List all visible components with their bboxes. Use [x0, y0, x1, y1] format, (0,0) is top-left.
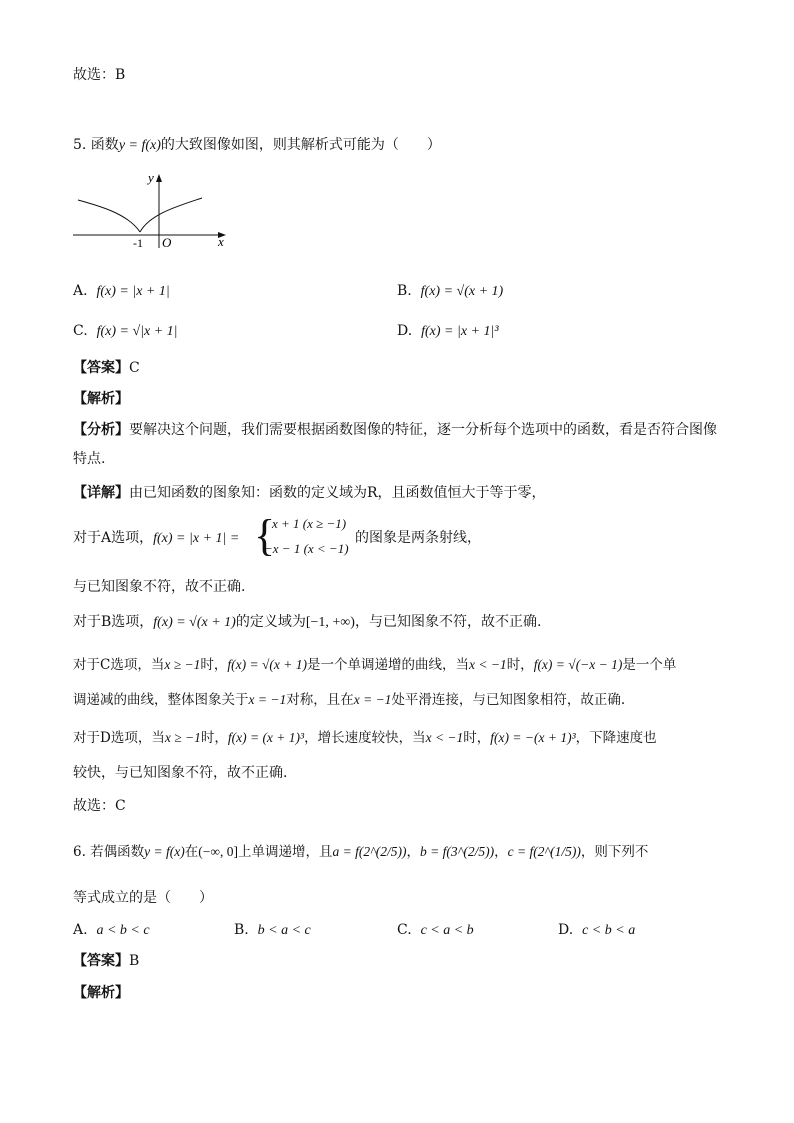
q6-analysis-heading: 【解析】 [73, 985, 129, 1001]
q5-option-c[interactable]: C. f(x) = √|x + 1| [73, 323, 178, 339]
q6-answer-line: 【答案】B [73, 953, 140, 969]
q5-option-b[interactable]: B. f(x) = √(x + 1) [397, 283, 504, 299]
q5-graph [70, 168, 230, 250]
q5-answer: C [129, 360, 140, 376]
q5-c-analysis-1: 对于C选项，当x ≥ −1时，f(x) = √(x + 1)是一个单调递增的曲线，当x < −1时，f(x) = √(−x − 1)是一个单 [73, 657, 677, 673]
q5-a-suffix: 的图象是两条射线， [355, 530, 481, 546]
q5-stem-formula: y = f(x) [118, 138, 161, 153]
q6-option-c[interactable]: C. c < a < b [397, 922, 474, 938]
q5-a-conclusion: 与已知图象不符，故不正确. [73, 579, 246, 595]
q6-stem-line-2: 等式成立的是（ ） [73, 890, 213, 906]
y-axis-arrow [156, 174, 162, 182]
q6-option-d[interactable]: D. c < b < a [558, 922, 636, 938]
q5-d-analysis-2: 较快，与已知图象不符，故不正确. [73, 765, 288, 781]
q5-d-analysis-1: 对于D选项，当x ≥ −1时，f(x) = (x + 1)³，增长速度较快，当x < −1时，f(x) = −(x + 1)³，下降速度也 [73, 730, 657, 746]
prev-answer-line: 故选：B [73, 67, 126, 83]
q5-analysis-heading: 【解析】 [73, 391, 129, 407]
origin-label: O [162, 235, 172, 250]
q5-fenxi-line-1: 【分析】要解决这个问题，我们需要根据函数图像的特征，逐一分析每个选项中的函数，看是否符合图像 [73, 422, 717, 438]
q5-stem: 5. 函数y = f(x)的大致图像如图，则其解析式可能为（ ） [73, 137, 441, 153]
q6-option-b[interactable]: B. b < a < c [234, 922, 311, 938]
tick-label-minus-one: -1 [133, 236, 143, 250]
y-axis-label: y [148, 170, 154, 185]
q5-b-analysis: 对于B选项，f(x) = √(x + 1)的定义域为[−1, +∞)，与已知图象不符，故不正确. [73, 614, 542, 630]
piecewise-case-2: −x − 1 (x < −1) [264, 541, 349, 556]
piecewise-case-1: x + 1 (x ≥ −1) [272, 516, 347, 531]
q6-stem-line-1: 6. 若偶函数y = f(x)在(−∞, 0]上单调递增，且a = f(2^(2/5))，b = f(3^(2/5))，c = f(2^(1/5))，则下列不 [73, 844, 649, 860]
q5-option-a[interactable]: A. f(x) = |x + 1| [73, 283, 170, 299]
q5-c-analysis-2: 调递减的曲线，整体图象关于x = −1对称，且在x = −1处平滑连接，与已知图象相符，故正确. [73, 692, 626, 708]
q5-a-analysis: 对于A选项，f(x) = |x + 1| = [73, 530, 240, 546]
q5-option-d[interactable]: D. f(x) = |x + 1|³ [397, 323, 499, 339]
function-curve [78, 198, 202, 232]
q6-option-a[interactable]: A. a < b < c [73, 922, 150, 938]
piecewise-brace: { [254, 511, 276, 560]
q5-detail-line-1: 【详解】由已知函数的图象知：函数的定义域为R，且函数值恒大于等于零， [73, 485, 546, 501]
q5-fenxi-line-2: 特点. [73, 451, 106, 467]
q5-final-answer: 故选：C [73, 798, 126, 814]
x-axis-label: x [218, 234, 224, 249]
q6-answer: B [129, 953, 140, 969]
q5-answer-line: 【答案】C [73, 360, 140, 376]
